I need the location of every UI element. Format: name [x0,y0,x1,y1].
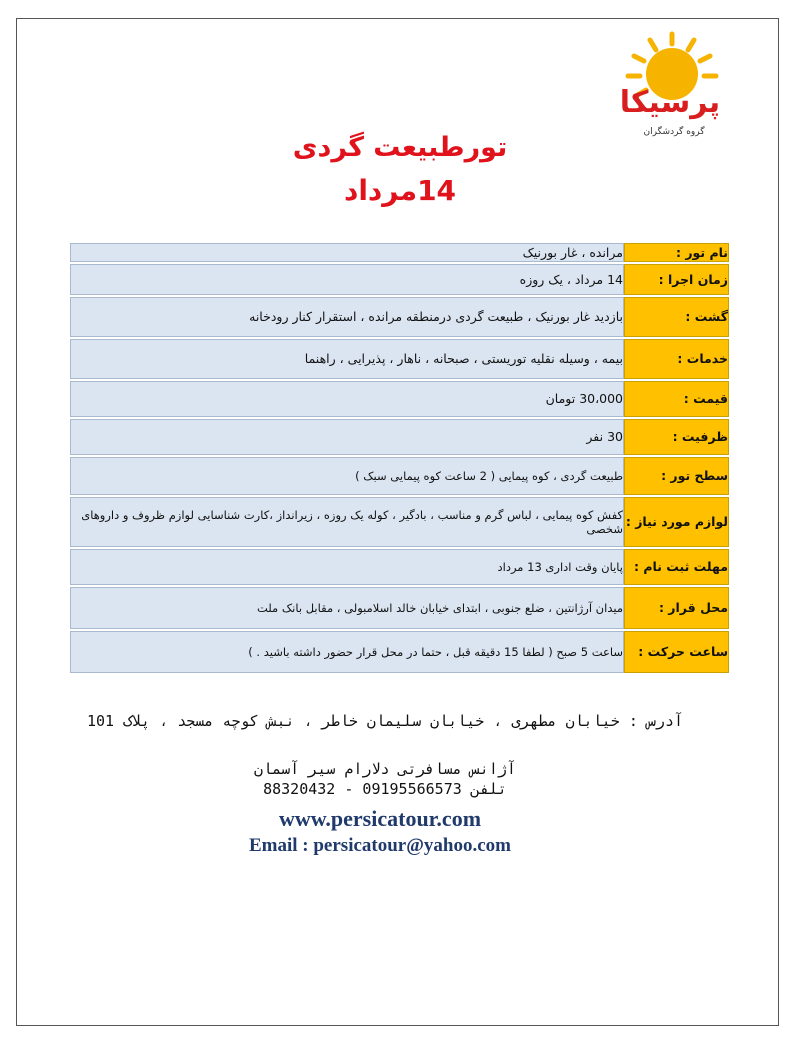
row-value: ساعت 5 صبح ( لطفا 15 دقیقه قبل ، حتما در محل قرار حضور داشته باشید . ) [70,631,624,673]
row-label: سطح تور : [624,457,729,495]
row-value: 14 مرداد ، یک روزه [70,264,624,295]
table-row [70,264,729,295]
row-value: بیمه ، وسیله نقلیه توریستی ، صبحانه ، ناهار ، پذیرایی ، راهنما [70,339,624,379]
row-value: 30 نفر [70,419,624,455]
row-value: طبیعت گردی ، کوه پیمایی ( 2 ساعت کوه پیمایی سبک ) [70,457,624,495]
row-value: بازدید غار بورنیک ، طبیعت گردی درمنطقه مرانده ، استقرار کنار رودخانه [70,297,624,337]
table-row [70,339,729,379]
table-row [70,549,729,585]
row-value: مرانده ، غار بورنیک [70,243,624,262]
table-row [70,587,729,629]
row-label: لوازم مورد نیاز : [624,497,729,547]
tour-date: 14مرداد [343,174,457,207]
row-label: زمان اجرا : [624,264,729,295]
table-row [70,419,729,455]
row-value: میدان آرژانتین ، ضلع جنوبی ، ابتدای خیابان خالد اسلامبولی ، مقابل بانک ملت [70,587,624,629]
row-label: مهلت ثبت نام : [624,549,729,585]
table-row [70,243,729,262]
row-value: 30،000 تومان [70,381,624,417]
logo-tagline: گروه گردشگران [643,127,705,137]
address-text: آدرس : خیابان مطهری ، خیابان سلیمان خاطر ، نبش کوچه مسجد ، پلاک 101 [86,712,684,730]
row-label: محل قرار : [624,587,729,629]
row-value: کفش کوه پیمایی ، لباس گرم و مناسب ، بادگیر ، کوله یک روزه ، زیرانداز ،کارت شناسایی لوازم ظروف و داروهای شخصی [70,497,624,547]
phone-numbers: تلفن 09195566573 - 88320432 [263,780,507,798]
table-row [70,297,729,337]
row-label: ظرفیت : [624,419,729,455]
tour-info-table [70,241,729,675]
row-label: ساعت حرکت : [624,631,729,673]
website-link[interactable]: www.persicatour.com [278,806,482,831]
logo-brand-text: پرسیکا [619,85,721,120]
email-link[interactable]: Email : persicatour@yahoo.com [248,835,511,856]
table-row [70,457,729,495]
row-label: قیمت : [624,381,729,417]
table-row [70,497,729,547]
row-label: نام تور : [624,243,729,262]
row-value: پایان وقت اداری 13 مرداد [70,549,624,585]
table-row [70,631,729,673]
table-row [70,381,729,417]
row-label: خدمات : [624,339,729,379]
tour-title: تورطبیعت گردی [292,132,508,163]
row-label: گشت : [624,297,729,337]
agency-name: آژانس مسافرتی دلارام سیر آسمان [254,760,516,778]
